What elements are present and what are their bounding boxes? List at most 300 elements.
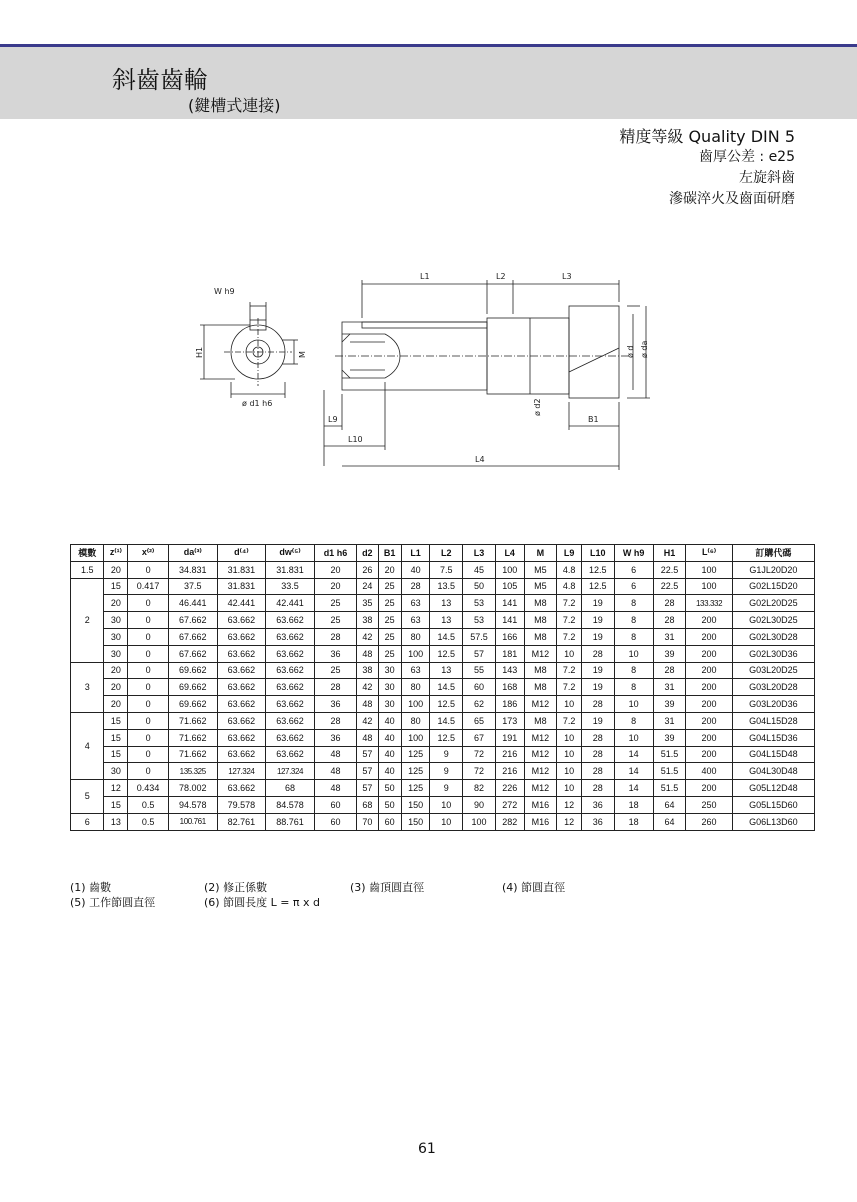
table-cell: 63.662 [266,746,315,763]
table-row [71,612,815,629]
table-cell: 7.5 [430,561,463,578]
table-cell: 63.662 [266,612,315,629]
table-cell: 12.5 [430,729,463,746]
table-cell: 31 [653,628,686,645]
label-h1: H1 [195,346,204,358]
table-cell: 69.662 [168,679,217,696]
table-cell: 57 [463,645,496,662]
table-cell: 14.5 [430,679,463,696]
table-cell: 19 [581,595,614,612]
table-cell: 48 [314,780,356,797]
column-header: M [524,545,557,562]
table-row [71,595,815,612]
table-cell: 31 [653,679,686,696]
table-cell: 63.662 [217,679,266,696]
table-cell: 72 [463,763,496,780]
column-header: x⁽²⁾ [128,545,169,562]
table-cell: 173 [495,712,524,729]
table-cell: 28 [581,780,614,797]
table-cell: 150 [401,813,430,830]
table-row [71,628,815,645]
table-cell: 25 [378,612,401,629]
table-cell: 200 [686,662,732,679]
table-cell: 63.662 [217,612,266,629]
table-cell: 51.5 [653,746,686,763]
table-cell: G02L20D25 [732,595,814,612]
table-cell: 20 [104,696,128,713]
table-cell: 12 [557,796,582,813]
table-cell: M16 [524,813,557,830]
table-cell: M12 [524,780,557,797]
table-cell: 250 [686,796,732,813]
table-cell: 40 [401,561,430,578]
table-row [71,796,815,813]
table-cell: 48 [314,763,356,780]
table-cell: 80 [401,628,430,645]
column-header: 訂購代碼 [732,545,814,562]
table-cell: M8 [524,612,557,629]
table-cell: 63.662 [266,712,315,729]
table-cell: 60 [463,679,496,696]
table-cell: 36 [581,796,614,813]
table-cell: 0 [128,763,169,780]
table-cell: 28 [581,729,614,746]
table-cell: G02L15D20 [732,578,814,595]
gear-spec-table [70,544,815,831]
table-cell: 36 [314,696,356,713]
table-cell: 100 [495,561,524,578]
label-d: ø d [626,345,635,358]
table-cell: 30 [378,696,401,713]
tolerance-spec: 齒厚公差 : e25 [698,149,795,165]
table-cell: 40 [378,746,401,763]
table-row [71,696,815,713]
table-cell: 63 [401,612,430,629]
table-cell: 19 [581,679,614,696]
table-row [71,729,815,746]
table-cell: 90 [463,796,496,813]
table-cell: 0 [128,612,169,629]
table-cell: 30 [104,628,128,645]
table-cell: 80 [401,712,430,729]
table-cell: 68 [357,796,379,813]
table-cell: 13 [430,595,463,612]
table-cell: 13 [430,662,463,679]
table-cell: 30 [378,679,401,696]
table-cell: M5 [524,561,557,578]
table-cell: 28 [653,612,686,629]
table-cell: 10 [557,645,582,662]
table-cell: 19 [581,662,614,679]
table-cell: 45 [463,561,496,578]
table-cell: G05L12D48 [732,780,814,797]
label-l9: L9 [328,415,338,424]
table-cell: 0 [128,595,169,612]
table-cell: 10 [430,813,463,830]
table-cell: 42.441 [266,595,315,612]
table-cell: 20 [104,595,128,612]
table-cell: 200 [686,679,732,696]
table-cell: 28 [314,628,356,645]
table-cell: 50 [378,796,401,813]
table-cell: 12.5 [581,561,614,578]
table-cell: 0 [128,645,169,662]
table-cell: 0 [128,696,169,713]
table-cell: M8 [524,595,557,612]
table-cell: 186 [495,696,524,713]
table-cell: 30 [378,662,401,679]
spec-block [619,126,795,210]
table-cell: 28 [314,679,356,696]
table-cell: 18 [614,796,653,813]
table-cell: 20 [104,679,128,696]
table-cell: 63.662 [217,780,266,797]
module-cell: 4 [71,712,104,779]
table-cell: 63 [401,662,430,679]
note-4: (4) 節圓直徑 [502,881,566,894]
table-cell: 71.662 [168,712,217,729]
table-cell: 0 [128,662,169,679]
table-cell: 38 [357,612,379,629]
table-cell: 69.662 [168,696,217,713]
table-cell: 0 [128,729,169,746]
table-cell: 67.662 [168,628,217,645]
table-cell: 13 [430,612,463,629]
table-cell: 100 [401,696,430,713]
table-cell: 24 [357,578,379,595]
module-cell: 1.5 [71,561,104,578]
table-cell: 12.5 [581,578,614,595]
table-cell: 15 [104,796,128,813]
table-cell: 71.662 [168,746,217,763]
table-cell: M8 [524,628,557,645]
table-cell: G04L30D48 [732,763,814,780]
table-cell: 8 [614,662,653,679]
table-cell: 216 [495,746,524,763]
table-cell: 15 [104,578,128,595]
table-cell: 33.5 [266,578,315,595]
table-cell: G03L20D36 [732,696,814,713]
table-cell: 40 [378,712,401,729]
table-cell: 63.662 [266,645,315,662]
table-cell: 12 [104,780,128,797]
label-d2: ø d2 [533,398,542,416]
table-cell: 200 [686,628,732,645]
table-cell: 0 [128,712,169,729]
table-cell: 200 [686,696,732,713]
table-cell: 62 [463,696,496,713]
table-cell: 40 [378,729,401,746]
table-cell: 25 [378,595,401,612]
table-cell: 4.8 [557,561,582,578]
table-cell: 30 [104,763,128,780]
table-cell: 7.2 [557,595,582,612]
table-cell: 28 [581,746,614,763]
table-cell: 51.5 [653,780,686,797]
table-cell: 63.662 [217,712,266,729]
table-cell: G02L30D25 [732,612,814,629]
table-cell: 200 [686,729,732,746]
table-cell: 0.5 [128,813,169,830]
table-cell: 200 [686,780,732,797]
column-header: d1 h6 [314,545,356,562]
table-cell: 69.662 [168,662,217,679]
table-cell: 84.578 [266,796,315,813]
table-cell: 48 [357,729,379,746]
table-cell: 25 [314,662,356,679]
table-cell: 0 [128,746,169,763]
table-cell: 105 [495,578,524,595]
table-cell: 0 [128,628,169,645]
table-cell: 135.325 [168,763,217,780]
label-b1: B1 [588,415,599,424]
table-cell: 25 [378,645,401,662]
table-cell: 57 [357,763,379,780]
table-cell: M12 [524,763,557,780]
table-cell: 100 [401,729,430,746]
table-cell: 48 [357,696,379,713]
table-cell: 191 [495,729,524,746]
table-cell: 10 [614,729,653,746]
column-header: da⁽³⁾ [168,545,217,562]
table-cell: 166 [495,628,524,645]
table-cell: 8 [614,612,653,629]
table-cell: 38 [357,662,379,679]
table-cell: 31.831 [217,578,266,595]
table-cell: 28 [401,578,430,595]
module-cell: 5 [71,780,104,814]
column-header: L4 [495,545,524,562]
column-header: d2 [357,545,379,562]
table-cell: M8 [524,662,557,679]
table-row [71,662,815,679]
table-cell: 10 [557,780,582,797]
table-cell: 78.002 [168,780,217,797]
table-cell: 9 [430,746,463,763]
table-cell: 20 [378,561,401,578]
note-5: (5) 工作節圓直徑 [70,896,156,909]
table-cell: 30 [104,612,128,629]
table-cell: 200 [686,746,732,763]
module-cell: 6 [71,813,104,830]
note-2: (2) 修正係數 [204,881,268,894]
table-cell: 0.417 [128,578,169,595]
table-cell: 39 [653,696,686,713]
table-cell: 82 [463,780,496,797]
table-cell: 57.5 [463,628,496,645]
page-subtitle: (鍵槽式連接) [188,96,281,115]
column-header: z⁽¹⁾ [104,545,128,562]
table-cell: 4.8 [557,578,582,595]
table-cell: 82.761 [217,813,266,830]
quality-spec: 精度等級 Quality DIN 5 [619,127,795,146]
table-cell: 7.2 [557,662,582,679]
table-cell: 63.662 [266,662,315,679]
table-cell: 28 [653,595,686,612]
table-cell: 272 [495,796,524,813]
table-row [71,813,815,830]
table-cell: 125 [401,780,430,797]
table-cell: 6 [614,561,653,578]
table-cell: 10 [614,645,653,662]
label-da: ø da [640,340,649,358]
table-cell: 25 [378,628,401,645]
table-cell: 20 [314,561,356,578]
label-l10: L10 [348,435,363,444]
table-cell: 22.5 [653,578,686,595]
table-cell: 25 [314,612,356,629]
table-cell: 10 [430,796,463,813]
table-cell: G05L15D60 [732,796,814,813]
table-row [71,712,815,729]
column-header: L⁽⁶⁾ [686,545,732,562]
table-cell: 63.662 [217,645,266,662]
page-number: 61 [418,1141,436,1157]
table-cell: 100 [686,561,732,578]
table-cell: M12 [524,729,557,746]
table-cell: 57 [357,780,379,797]
table-cell: 50 [463,578,496,595]
page-title: 斜齒齒輪 [112,66,208,94]
table-cell: 7.2 [557,712,582,729]
table-cell: 12 [557,813,582,830]
table-cell: G02L30D36 [732,645,814,662]
table-cell: 12.5 [430,696,463,713]
table-cell: 226 [495,780,524,797]
label-l1: L1 [420,272,430,281]
table-cell: 14 [614,780,653,797]
table-cell: G04L15D48 [732,746,814,763]
table-cell: 68 [266,780,315,797]
table-cell: 48 [357,645,379,662]
table-cell: 20 [104,662,128,679]
table-cell: 200 [686,612,732,629]
table-cell: 30 [104,645,128,662]
table-cell: G02L30D28 [732,628,814,645]
table-cell: 65 [463,712,496,729]
column-header: 模數 [71,545,104,562]
label-l2: L2 [496,272,506,281]
table-cell: 63.662 [217,628,266,645]
table-row [71,578,815,595]
table-cell: 14 [614,763,653,780]
table-cell: 12.5 [430,645,463,662]
table-cell: 70 [357,813,379,830]
table-cell: 20 [314,578,356,595]
table-cell: 0.434 [128,780,169,797]
table-cell: 35 [357,595,379,612]
table-cell: 127.324 [266,763,315,780]
helix-spec: 左旋斜齒 [739,170,795,186]
table-cell: 36 [314,645,356,662]
table-cell: G03L20D28 [732,679,814,696]
column-header: H1 [653,545,686,562]
column-header: W h9 [614,545,653,562]
table-cell: 9 [430,763,463,780]
column-header: L1 [401,545,430,562]
table-cell: 60 [378,813,401,830]
table-cell: 57 [357,746,379,763]
table-cell: 31 [653,712,686,729]
table-cell: 63.662 [266,696,315,713]
table-cell: 39 [653,645,686,662]
table-cell: 64 [653,813,686,830]
table-cell: 51.5 [653,763,686,780]
table-cell: 10 [557,746,582,763]
table-cell: 64 [653,796,686,813]
table-row [71,746,815,763]
table-cell: 7.2 [557,628,582,645]
table-cell: 42.441 [217,595,266,612]
table-row [71,679,815,696]
table-cell: 28 [581,696,614,713]
table-cell: G1JL20D20 [732,561,814,578]
table-cell: 133.332 [686,595,732,612]
table-cell: 53 [463,595,496,612]
label-wh9: W h9 [214,287,235,296]
table-cell: 46.441 [168,595,217,612]
technical-drawing [190,262,660,474]
module-cell: 2 [71,578,104,662]
table-cell: 36 [314,729,356,746]
table-cell: 100 [686,578,732,595]
table-cell: 20 [104,561,128,578]
table-row [71,780,815,797]
label-d1h6: ø d1 h6 [242,399,273,408]
table-cell: 63.662 [266,729,315,746]
table-cell: 28 [314,712,356,729]
label-l3: L3 [562,272,572,281]
table-cell: 141 [495,595,524,612]
table-cell: 80 [401,679,430,696]
label-m: M [298,351,307,358]
note-3: (3) 齒頂圓直徑 [350,881,425,894]
column-header: L2 [430,545,463,562]
table-cell: 181 [495,645,524,662]
table-cell: M12 [524,645,557,662]
table-cell: 63.662 [266,628,315,645]
table-cell: G04L15D28 [732,712,814,729]
table-cell: 14 [614,746,653,763]
table-cell: 8 [614,712,653,729]
table-cell: 63.662 [266,679,315,696]
table-cell: G06L13D60 [732,813,814,830]
table-cell: M5 [524,578,557,595]
table-cell: M8 [524,679,557,696]
treatment-spec: 滲碳淬火及齒面研磨 [669,191,795,207]
table-cell: 100 [463,813,496,830]
table-cell: 15 [104,746,128,763]
table-cell: 125 [401,746,430,763]
table-cell: 100 [401,645,430,662]
table-cell: 18 [614,813,653,830]
table-cell: 0.5 [128,796,169,813]
table-cell: 42 [357,679,379,696]
table-cell: 141 [495,612,524,629]
table-cell: 6 [614,578,653,595]
table-cell: 63.662 [217,662,266,679]
table-cell: 67.662 [168,612,217,629]
table-cell: 0 [128,679,169,696]
footnotes [70,880,565,910]
table-cell: 19 [581,612,614,629]
table-cell: 60 [314,813,356,830]
table-cell: 36 [581,813,614,830]
table-cell: 26 [357,561,379,578]
table-cell: 63.662 [217,696,266,713]
label-l4: L4 [475,455,485,464]
column-header: L3 [463,545,496,562]
